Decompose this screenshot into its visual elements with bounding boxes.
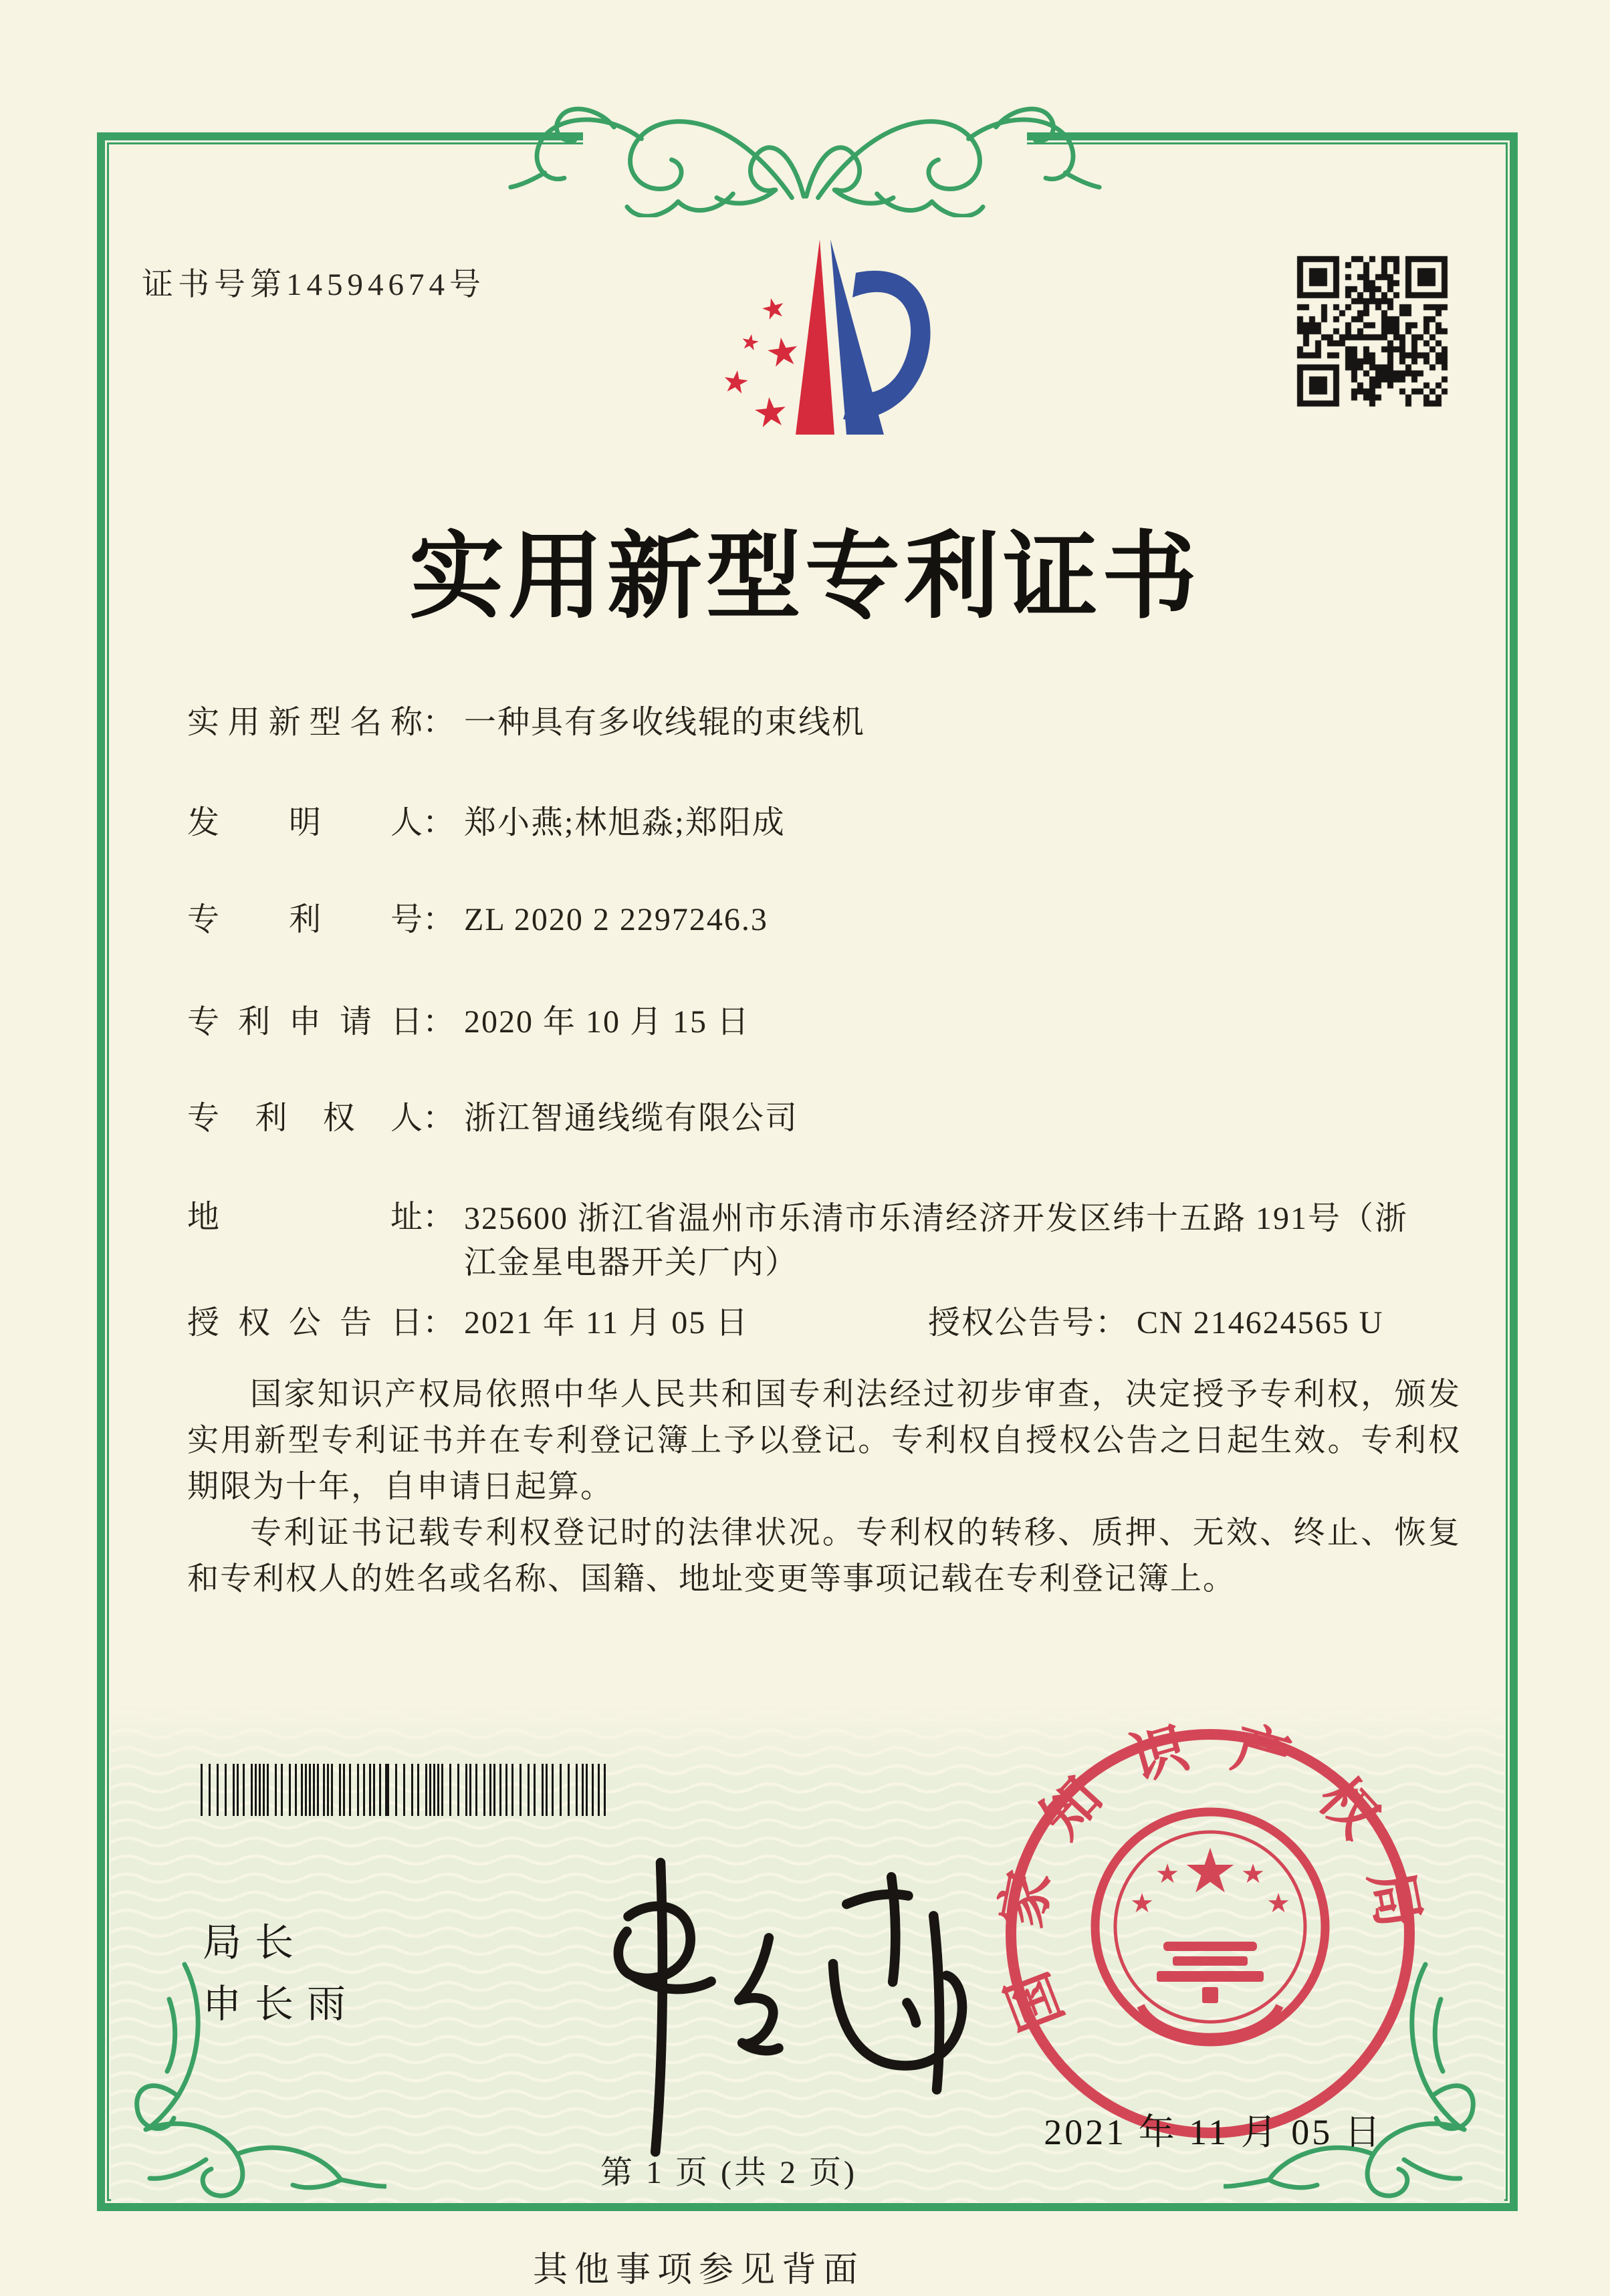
field-colon: ：	[423, 1199, 455, 1235]
field-label: 实用新型名称	[187, 705, 423, 740]
svg-text:★: ★	[750, 387, 792, 438]
field-value: ZL 2020 2 2297246.3	[464, 902, 768, 937]
field-row-name	[187, 702, 865, 743]
svg-text:★: ★	[1155, 1859, 1179, 1889]
field-row-patent-number	[187, 899, 768, 941]
field-value: 2021 年 11 月 05 日	[464, 1305, 750, 1341]
field-row-filing-date	[187, 1002, 750, 1043]
cnipa-logo	[689, 233, 937, 447]
director-title-label: 局长	[203, 1921, 308, 1964]
svg-text:★: ★	[719, 362, 752, 402]
body-paragraph: 国家知识产权局依照中华人民共和国专利法经过初步审查，决定授予专利权，颁发实用新型专利证书并在专利登记簿上予以登记。专利权自授权公告之日起生效。专利权期限为十年，自申请日起算。	[187, 1377, 1461, 1504]
field-colon: ：	[423, 902, 455, 937]
logo-red-wedge	[796, 239, 834, 435]
svg-text:★: ★	[757, 290, 790, 328]
field-value: 浙江智通线缆有限公司	[464, 1101, 799, 1136]
field-label: 专利申请日	[187, 1004, 423, 1040]
footer-note: 其他事项参见背面	[532, 2251, 865, 2289]
body-paragraph: 专利证书记载专利权登记时的法律状况。专利权的转移、质押、无效、终止、恢复和专利权人的姓名或名称、国籍、地址变更等事项记载在专利登记簿上。	[187, 1516, 1461, 1597]
field-value: 325600 浙江省温州市乐清市乐清经济开发区纬十五路 191号（浙江金星电器开关厂内）	[464, 1201, 1409, 1280]
field-row-patentee	[187, 1098, 798, 1139]
field-colon: ：	[1095, 1305, 1128, 1341]
field-label: 专利号	[187, 902, 423, 937]
field-value: 郑小燕;林旭淼;郑阳成	[464, 805, 786, 840]
certificate-number: 证书号第14594674号	[142, 267, 485, 302]
certificate-title: 实用新型专利证书	[409, 524, 1201, 630]
gazette-label: 授权公告号	[928, 1305, 1096, 1341]
page-indicator: 第 1 页 (共 2 页)	[600, 2155, 857, 2190]
field-value: 一种具有多收线辊的束线机	[464, 705, 866, 740]
national-emblem	[1095, 1812, 1325, 2042]
legal-text	[187, 1372, 1461, 1603]
svg-text:★: ★	[1130, 1888, 1154, 1919]
qr-code	[1294, 253, 1451, 410]
logo-star-icons	[719, 290, 803, 438]
field-value: 2020 年 10 月 15 日	[464, 1004, 751, 1040]
official-seal	[988, 1712, 1432, 2156]
dragon-ornament	[504, 67, 1106, 217]
field-colon: ：	[423, 1004, 455, 1040]
gazette-number-group	[928, 1302, 1383, 1344]
director-name-label: 申长雨	[203, 1982, 360, 2026]
field-row-address	[187, 1197, 1420, 1285]
svg-text:★: ★	[1266, 1888, 1290, 1919]
field-label: 授权公告日	[187, 1305, 423, 1341]
field-colon: ：	[423, 805, 455, 840]
svg-text:★: ★	[1182, 1835, 1238, 1907]
field-colon: ：	[423, 1305, 455, 1341]
field-colon: ：	[423, 705, 455, 740]
field-row-grant-date	[187, 1302, 1384, 1344]
field-label: 发明人	[187, 805, 423, 840]
field-colon: ：	[423, 1101, 455, 1136]
svg-text:★: ★	[738, 328, 762, 356]
svg-text:★: ★	[762, 327, 804, 377]
field-label: 地址	[187, 1199, 423, 1235]
barcode	[201, 1764, 618, 1816]
signature-shen-changyu	[554, 1853, 982, 2168]
gazette-value: CN 214624565 U	[1137, 1305, 1384, 1341]
seal-date: 2021 年 11 月 05 日	[1044, 2112, 1383, 2152]
field-label: 专利权人	[187, 1101, 423, 1136]
field-row-inventors	[187, 802, 786, 844]
svg-text:★: ★	[1241, 1859, 1265, 1889]
seal-ring-text: 国家知识产权局	[990, 1716, 1430, 2039]
